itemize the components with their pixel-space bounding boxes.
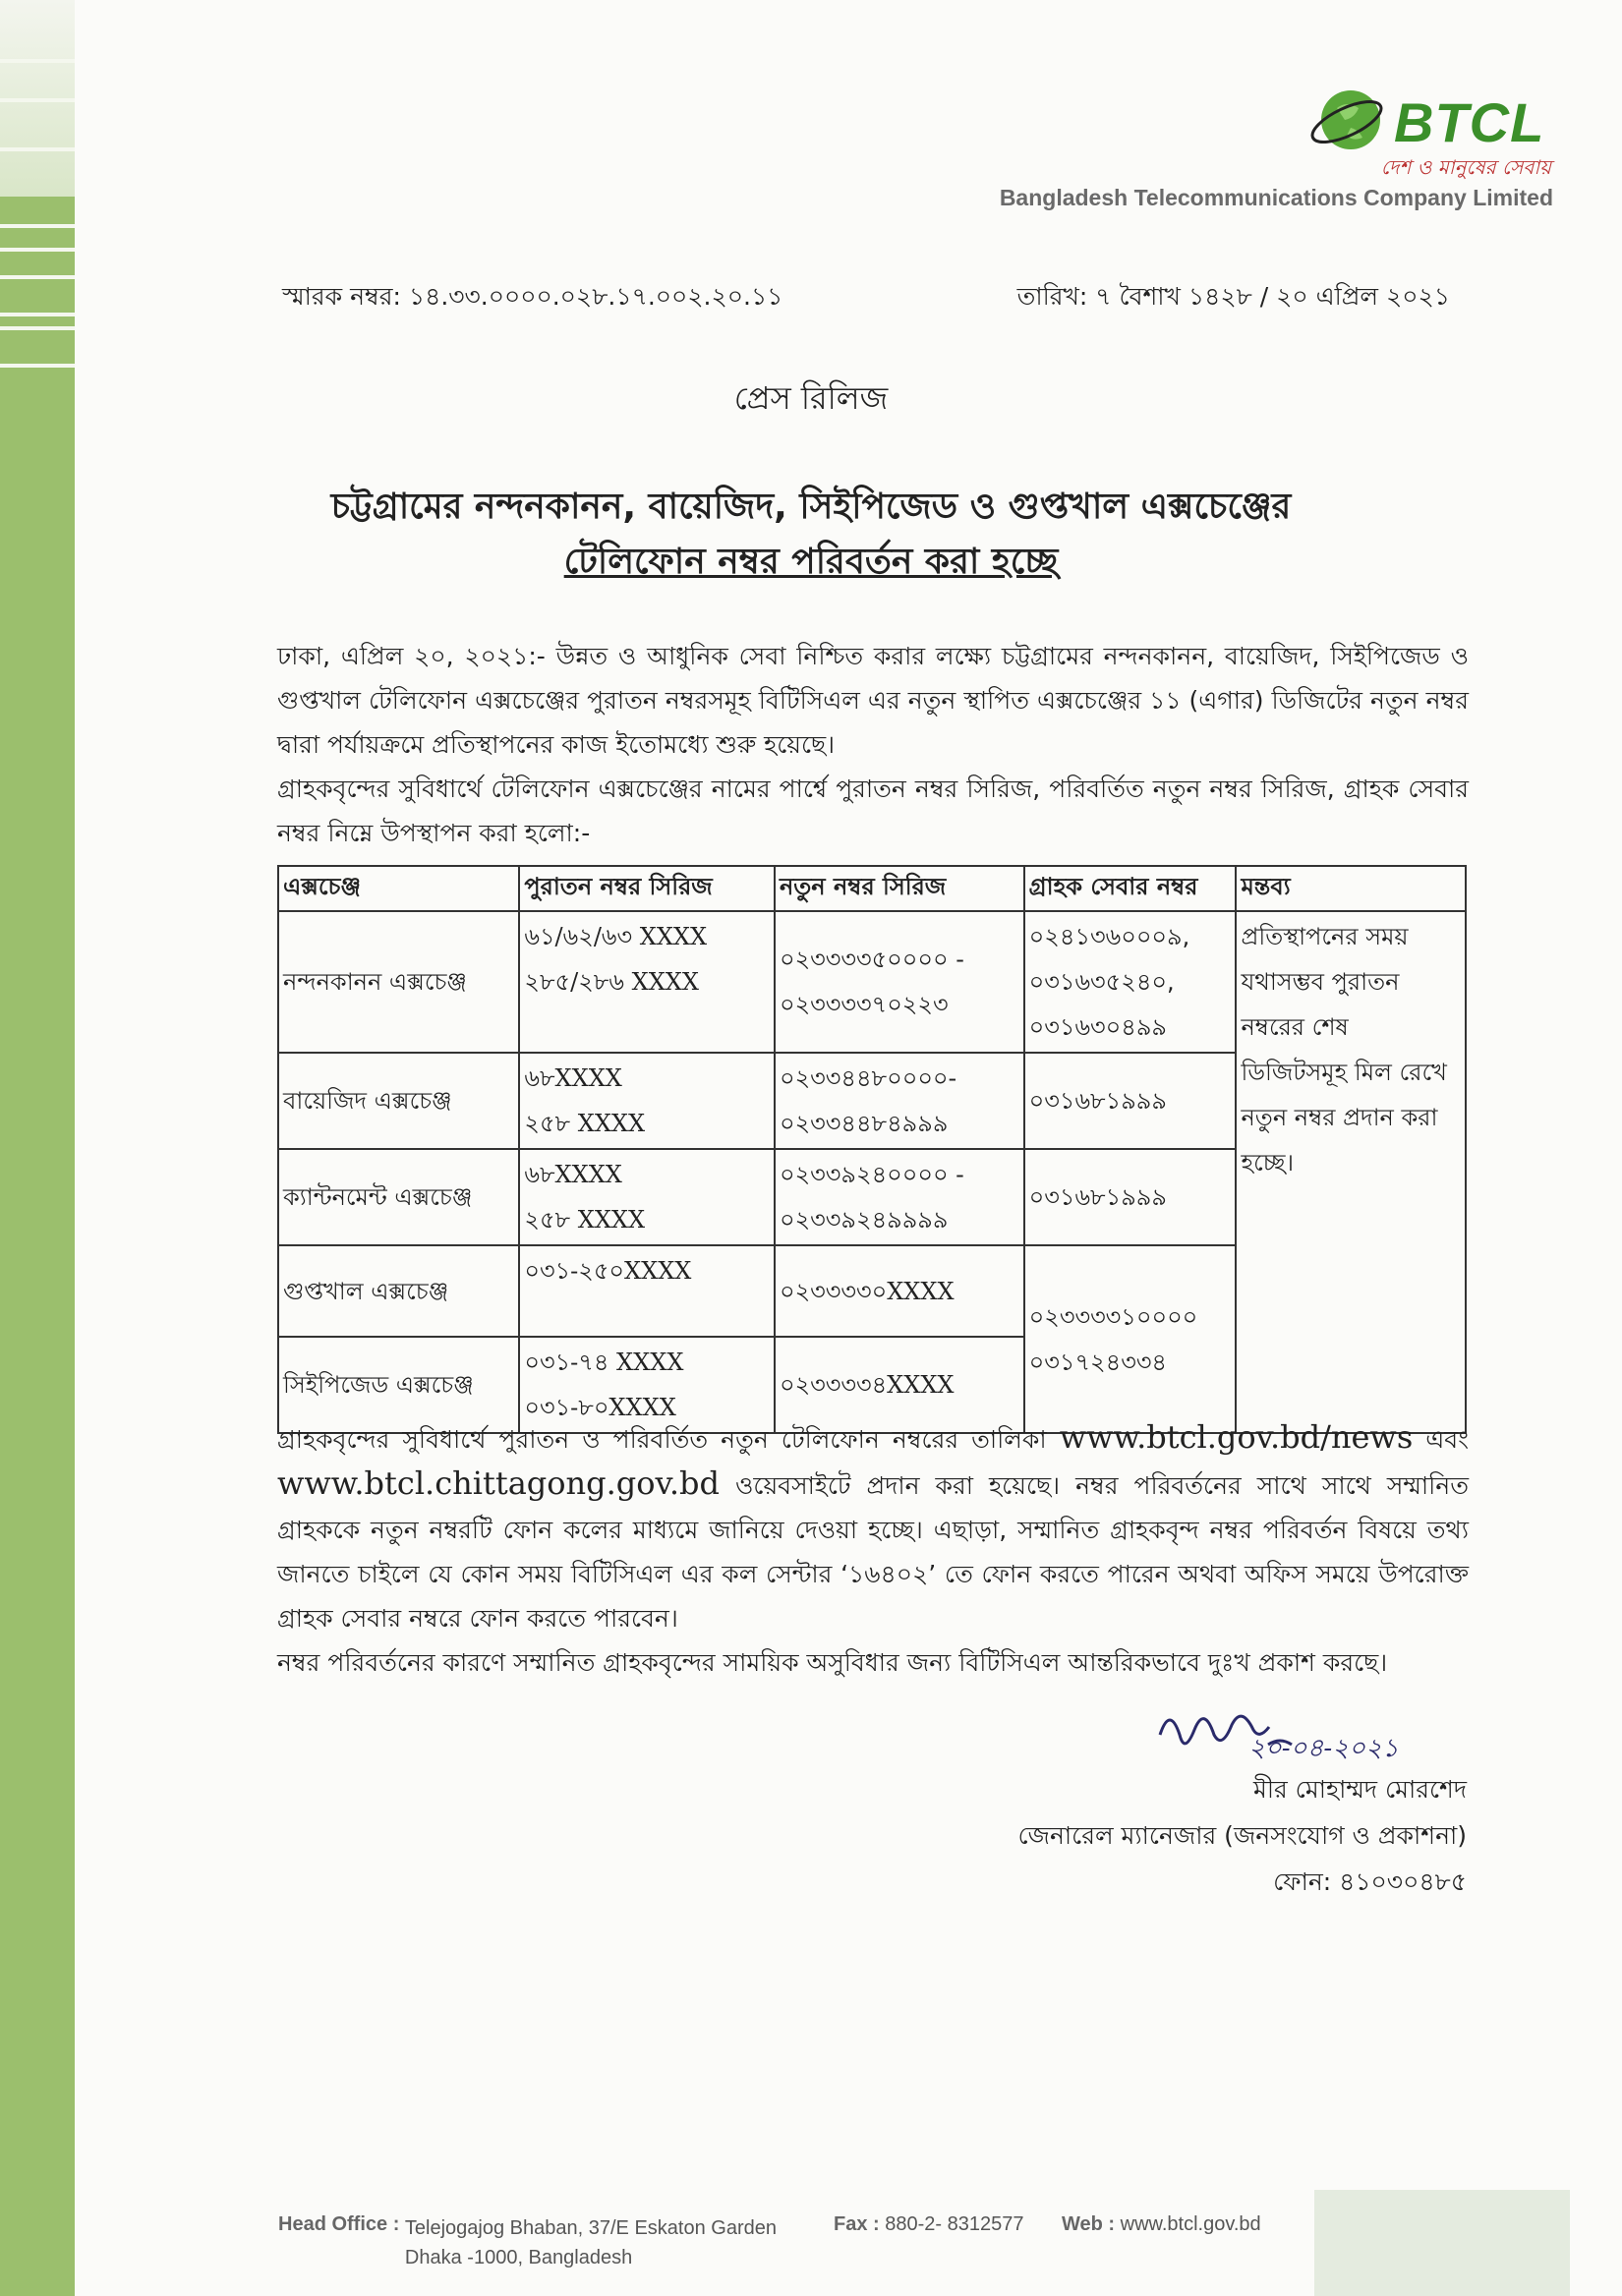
address-line-1: Telejogajog Bhaban, 37/E Eskaton Garden — [404, 2217, 777, 2239]
footer-head-office — [278, 2213, 777, 2272]
fax-number: 880-2- 8312577 — [885, 2213, 1024, 2235]
new-number-series: ০২৩৩৯২৪০০০০ - ০২৩৩৯২৪৯৯৯৯ — [775, 1149, 1024, 1245]
exchange-name: ক্যান্টনমেন্ট এক্সচেঞ্জ — [278, 1149, 519, 1245]
company-name: Bangladesh Telecommunications Company Limited — [999, 185, 1553, 210]
body-paragraph-1: ঢাকা, এপ্রিল ২০, ২০২১:- উন্নত ও আধুনিক সেবা নিশ্চিত করার লক্ষ্যে চট্টগ্রামের নন্দনকানন, বায়েজিদ, সিইপিজেড ও গুপ্তখাল টেলিফোন এক্সচেঞ্জের পুরাতন নম্বরসমূহ বিটিসিএল এর নতুন স্থাপিত এক্সচেঞ্জের ১১ (এগার) ডিজিটের নতুন নম্বর দ্বারা পর্যায়ক্রমে প্রতিস্থাপনের কাজ ইতোমধ্যে শুরু হয়েছে। — [277, 642, 1469, 759]
table-row — [278, 911, 1466, 1053]
old-number-series: ৬৮XXXX ২৫৮ XXXX — [519, 1053, 775, 1149]
column-header: গ্রাহক সেবার নম্বর — [1024, 866, 1237, 911]
brand-tagline: দেশ ও মানুষের সেবায় — [1380, 155, 1551, 179]
body-paragraph-4: নম্বর পরিবর্তনের কারণে সম্মানিত গ্রাহকবৃন্দের সাময়িক অসুবিধার জন্য বিটিসিএল আন্তরিকভাবে দুঃখ প্রকাশ করছে। — [277, 1648, 1388, 1677]
remark: প্রতিস্থাপনের সময় যথাসম্ভব পুরাতন নম্বরের শেষ ডিজিটসমূহ মিল রেখে নতুন নম্বর প্রদান করা হচ্ছে। — [1236, 911, 1466, 1433]
old-number-series: ০৩১-২৫০XXXX — [519, 1245, 775, 1337]
new-number-series: ০২৩৩৩৩৪XXXX — [775, 1337, 1024, 1433]
old-number-series: ৬৮XXXX ২৫৮ XXXX — [519, 1149, 775, 1245]
service-number: ০৩১৬৮১৯৯৯ — [1024, 1149, 1237, 1245]
memo-date: তারিখ: ৭ বৈশাখ ১৪২৮ / ২০ এপ্রিল ২০২১ — [1016, 282, 1450, 311]
fax-label: Fax : — [834, 2213, 880, 2235]
signature-date: ২০-০৪-২০২১ — [1248, 1734, 1399, 1763]
press-release-title: প্রেস রিলিজ — [733, 379, 889, 417]
chittagong-url-link[interactable]: www.btcl.chittagong.gov.bd — [277, 1464, 720, 1502]
column-header: পুরাতন নম্বর সিরিজ — [519, 866, 775, 911]
service-number: ০২৪১৩৬০০০৯, ০৩১৬৩৫২৪০, ০৩১৬৩০৪৯৯ — [1024, 911, 1237, 1053]
old-number-series: ০৩১-৭৪ XXXX ০৩১-৮০XXXX — [519, 1337, 775, 1433]
signer-phone: ফোন: ৪১০৩০৪৮৫ — [1273, 1867, 1467, 1896]
exchange-name: গুপ্তখাল এক্সচেঞ্জ — [278, 1245, 519, 1337]
new-number-series: ০২৩৩৩৩৫০০০০ - ০২৩৩৩৩৭০২২৩ — [775, 911, 1024, 1053]
headline-line-1: চট্টগ্রামের নন্দনকানন, বায়েজিদ, সিইপিজেড ও গুপ্তখাল এক্সচেঞ্জের — [330, 487, 1292, 527]
decorative-side-stripe — [0, 0, 75, 2296]
headline — [0, 480, 1622, 590]
body-paragraph-3: গ্রাহকবৃন্দের সুবিধার্থে পুরাতন ও পরিবর্তিত নতুন টেলিফোন নম্বরের তালিকা www.btcl.gov.bd/news এবং www.btcl.chittagong.gov.bd ওয়েবসাইটে প্রদান করা হয়েছে। নম্বর পরিবর্তনের সাথে সাথে সম্মানিত গ্রাহককে নতুন নম্বরটি ফোন কলের মাধ্যমে জানিয়ে দেওয়া হচ্ছে। এছাড়া, সম্মানিত গ্রাহকবৃন্দ নম্বর পরিবর্তন বিষয়ে তথ্য জানতে চাইলে যে কোন সময় বিটিসিএল এর কল সেন্টার ‘১৬৪০২’ তে ফোন করতে পারেন অথবা অফিস সময়ে উপরোক্ত গ্রাহক সেবার নম্বরে ফোন করতে পারবেন। নম্বর পরিবর্তনের কারণে সম্মানিত গ্রাহকবৃন্দের সাময়িক অসুবিধার জন্য বিটিসিএল আন্তরিকভাবে দুঃখ প্রকাশ করছে। — [277, 1415, 1469, 1685]
service-number: ০২৩৩৩৩১০০০০ ০৩১৭২৪৩৩৪ — [1024, 1245, 1237, 1433]
body-paragraph-2: গ্রাহকবৃন্দের সুবিধার্থে টেলিফোন এক্সচেঞ্জের নামের পার্শ্বে পুরাতন নম্বর সিরিজ, পরিবর্তিত নতুন নম্বর সিরিজ, গ্রাহক সেবার নম্বর নিম্নে উপস্থাপন করা হলো:- — [277, 775, 1469, 847]
exchange-name: নন্দনকানন এক্সচেঞ্জ — [278, 911, 519, 1053]
column-header: মন্তব্য — [1236, 866, 1466, 911]
footer-decorative-box — [1314, 2190, 1570, 2296]
new-number-series: ০২৩৩৪৪৮০০০০- ০২৩৩৪৪৮৪৯৯৯ — [775, 1053, 1024, 1149]
footer-web — [1062, 2213, 1261, 2236]
globe-icon — [1307, 79, 1386, 157]
head-office-label: Head Office : — [278, 2213, 400, 2235]
old-number-series: ৬১/৬২/৬৩ XXXX ২৮৫/২৮৬ XXXX — [519, 911, 775, 1053]
exchange-name: বায়েজিদ এক্সচেঞ্জ — [278, 1053, 519, 1149]
headline-line-2: টেলিফোন নম্বর পরিবর্তন করা হচ্ছে — [563, 542, 1059, 582]
exchange-number-table — [277, 865, 1467, 1434]
table-header-row — [278, 866, 1466, 911]
signer-block — [1017, 1766, 1467, 1905]
signer-title: জেনারেল ম্যানেজার (জনসংযোগ ও প্রকাশনা) — [1017, 1821, 1467, 1850]
exchange-name: সিইপিজেড এক্সচেঞ্জ — [278, 1337, 519, 1433]
column-header: নতুন নম্বর সিরিজ — [775, 866, 1024, 911]
btcl-logo — [999, 69, 1553, 216]
new-number-series: ০২৩৩৩৩০XXXX — [775, 1245, 1024, 1337]
signer-name: মীর মোহাম্মদ মোরশেদ — [1252, 1775, 1467, 1804]
footer-fax — [834, 2213, 1023, 2236]
web-label: Web : — [1062, 2213, 1116, 2235]
column-header: এক্সচেঞ্জ — [278, 866, 519, 911]
handwritten-signature — [1121, 1695, 1494, 1769]
news-url-link[interactable]: www.btcl.gov.bd/news — [1059, 1418, 1414, 1456]
service-number: ০৩১৬৮১৯৯৯ — [1024, 1053, 1237, 1149]
memo-reference: স্মারক নম্বর: ১৪.৩৩.০০০০.০২৮.১৭.০০২.২০.১১ — [282, 282, 783, 311]
brand-name: BTCL — [1394, 91, 1545, 153]
web-link[interactable]: www.btcl.gov.bd — [1120, 2213, 1261, 2235]
address-line-2: Dhaka -1000, Bangladesh — [404, 2247, 633, 2268]
